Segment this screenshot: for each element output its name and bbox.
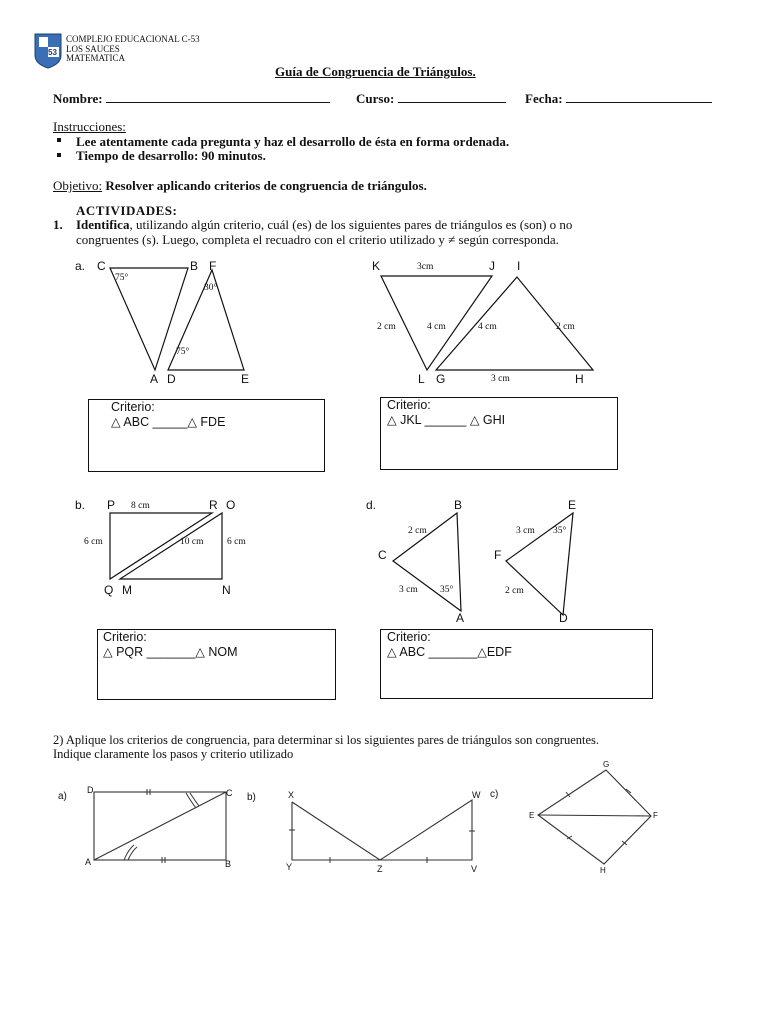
vertex-label: R (209, 498, 218, 512)
criterion-text[interactable]: △ JKL ______ △ GHI (387, 413, 506, 427)
vertex-label: X (288, 790, 295, 800)
figure-2a-label: a) (58, 791, 67, 802)
criterion-text[interactable]: △ PQR _______△ NOM (103, 645, 238, 659)
page-title: Guía de Congruencia de Triángulos. (275, 64, 476, 79)
criterion-title: Criterio: (387, 398, 431, 412)
vertex-label: N (222, 583, 231, 597)
name-label: Nombre: (53, 91, 103, 106)
vertex-label: B (225, 859, 232, 869)
measure-label: 35° (440, 585, 454, 595)
measure-label: 2 cm (377, 322, 396, 332)
vertex-label: Q (104, 583, 114, 597)
measure-label: 3 cm (399, 585, 418, 595)
figure-a-label: a. (75, 259, 86, 273)
vertex-label: J (489, 259, 495, 273)
measure-label: 2 cm (505, 586, 524, 596)
question-1-keyword: Identifica (76, 217, 130, 232)
measure-label: 6 cm (227, 537, 246, 547)
vertex-label: E (241, 372, 250, 386)
objective-text: Resolver aplicando criterios de congruencia de triángulos. (105, 178, 427, 193)
vertex-label: B (190, 259, 199, 273)
instruction-item: Tiempo de desarrollo: 90 minutos. (76, 148, 266, 163)
measure-label: 2 cm (408, 526, 427, 536)
vertex-label: L (418, 372, 425, 386)
criterion-title: Criterio: (387, 630, 431, 644)
vertex-label: G (436, 372, 446, 386)
vertex-label: D (559, 611, 568, 625)
vertex-label: F (209, 259, 217, 273)
figure-2b-label: b) (247, 792, 256, 803)
angle-label: 75° (176, 347, 190, 357)
criterion-title: Criterio: (103, 630, 147, 644)
vertex-label: A (150, 372, 159, 386)
measure-label: 8 cm (131, 501, 150, 511)
question-2-line-2: Indique claramente los pasos y criterio utilizado (53, 747, 294, 761)
question-1-line-2: congruentes (s). Luego, completa el recuadro con el criterio utilizado y ≠ según corresponda. (76, 232, 559, 247)
vertex-label: A (85, 857, 92, 867)
measure-label: 3 cm (491, 374, 510, 384)
department: MATEMATICA (66, 53, 126, 63)
criterion-text[interactable]: △ ABC _______△EDF (387, 645, 512, 659)
vertex-label: I (517, 259, 521, 273)
vertex-label: Z (377, 864, 383, 874)
school-name: COMPLEJO EDUCACIONAL C-53 (66, 34, 200, 44)
vertex-label: M (122, 583, 132, 597)
activities-heading: ACTIVIDADES: (76, 203, 178, 218)
figure-b-label: b. (75, 498, 86, 512)
logo-number: 53 (48, 48, 57, 57)
course-label: Curso: (356, 91, 395, 106)
vertex-label: C (97, 259, 106, 273)
question-2-line-1: 2) Aplique los criterios de congruencia, para determinar si los siguientes pares de triángulos son congruentes. (53, 733, 600, 747)
vertex-label: A (456, 611, 465, 625)
vertex-label: C (378, 548, 387, 562)
vertex-label: F (494, 548, 502, 562)
vertex-label: C (226, 788, 233, 798)
vertex-label: B (454, 498, 463, 512)
vertex-label: D (167, 372, 176, 386)
vertex-label: P (107, 498, 116, 512)
vertex-label: D (87, 785, 94, 795)
objective-label: Objetivo: (53, 178, 103, 193)
measure-label: 4 cm (478, 322, 497, 332)
date-label: Fecha: (525, 91, 563, 106)
vertex-label: H (575, 372, 584, 386)
vertex-label: E (568, 498, 577, 512)
vertex-label: V (471, 864, 478, 874)
vertex-label: G (603, 760, 610, 769)
figure-2c-label: c) (490, 789, 499, 800)
measure-label: 10 cm (180, 537, 204, 547)
instructions-heading: Instrucciones: (53, 119, 126, 134)
figure-d-label: d. (366, 498, 377, 512)
measure-label: 35° (553, 526, 567, 536)
measure-label: 2 cm (556, 322, 575, 332)
instruction-item: Lee atentamente cada pregunta y haz el desarrollo de ésta en forma ordenada. (76, 134, 510, 149)
vertex-label: O (226, 498, 236, 512)
vertex-label: K (372, 259, 381, 273)
vertex-label: E (529, 811, 535, 820)
measure-label: 4 cm (427, 322, 446, 332)
school-subtitle: LOS SAUCES (66, 44, 120, 54)
vertex-label: H (600, 866, 606, 875)
measure-label: 3 cm (516, 526, 535, 536)
vertex-label: Y (286, 862, 293, 872)
question-1-number: 1. (53, 217, 63, 232)
measure-label: 3cm (417, 262, 434, 272)
criterion-title: Criterio: (111, 400, 155, 414)
question-1-line-1: Identifica, utilizando algún criterio, cuál (es) de los siguientes pares de triángulos es (son) o no (76, 217, 573, 232)
angle-label: 75° (115, 273, 129, 283)
criterion-text[interactable]: △ ABC _____△ FDE (111, 415, 226, 429)
vertex-label: F (653, 811, 658, 820)
angle-label: 30° (204, 283, 218, 293)
vertex-label: W (472, 790, 481, 800)
measure-label: 6 cm (84, 537, 103, 547)
